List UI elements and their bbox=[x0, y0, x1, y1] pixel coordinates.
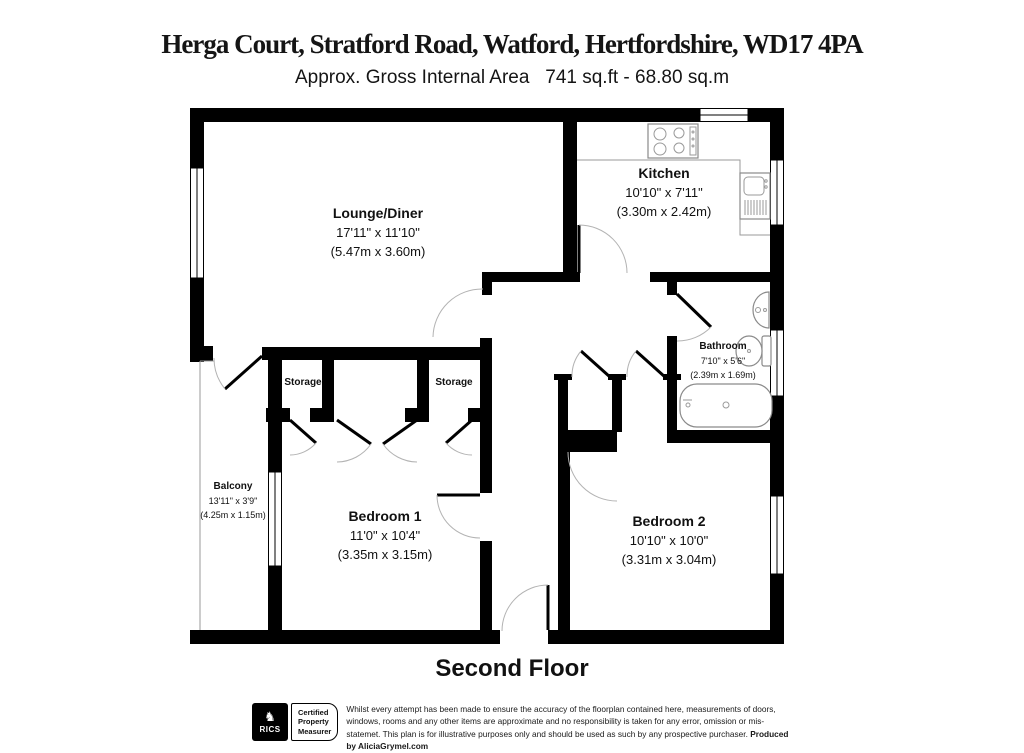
room-label-storage-2: Storage bbox=[435, 377, 473, 388]
doors bbox=[214, 225, 711, 631]
sink-icon bbox=[740, 173, 770, 219]
room-name: Bedroom 1 bbox=[348, 508, 422, 524]
window bbox=[191, 168, 204, 278]
room-name: Kitchen bbox=[638, 165, 690, 181]
door-leaf bbox=[581, 351, 610, 377]
room-label-lounge bbox=[331, 204, 426, 261]
badge-line: Property bbox=[298, 717, 329, 727]
window bbox=[771, 160, 784, 225]
door-arc bbox=[337, 444, 371, 462]
room-dims-metric: (3.35m x 3.15m) bbox=[337, 547, 433, 562]
page-title: Herga Court, Stratford Road, Watford, Hertfordshire, WD17 4PA bbox=[161, 29, 863, 59]
rics-logo bbox=[252, 703, 288, 741]
badge-line: Measurer bbox=[298, 726, 332, 736]
window bbox=[269, 472, 282, 566]
room-dims-metric: (3.31m x 3.04m) bbox=[621, 552, 717, 567]
door-leaf bbox=[290, 420, 316, 443]
room-label-balcony bbox=[200, 480, 266, 522]
room-label-storage-1: Storage bbox=[284, 377, 322, 388]
page-subtitle: Approx. Gross Internal Area 741 sq.ft - 68.80 sq.m bbox=[294, 67, 730, 88]
window bbox=[700, 109, 748, 122]
room-dims-imperial: 10'10" x 7'11" bbox=[625, 185, 703, 200]
door-arc bbox=[677, 327, 711, 341]
window bbox=[771, 330, 784, 396]
produced-by-text: Produced by AliciaGrymel.com bbox=[346, 728, 789, 752]
room-dims-imperial: 7'10" x 5'6" bbox=[700, 356, 746, 366]
room-label-bathroom bbox=[690, 340, 756, 382]
hob-icon bbox=[648, 124, 698, 158]
door-leaf bbox=[636, 351, 665, 377]
door-leaf bbox=[225, 356, 262, 389]
room-label-bedroom2 bbox=[622, 512, 717, 569]
door-arc bbox=[290, 443, 316, 455]
room-dims-imperial: 13'11" x 3'9" bbox=[208, 496, 258, 506]
room-dims-metric: (5.47m x 3.60m) bbox=[330, 244, 426, 259]
window bbox=[771, 496, 784, 574]
footer bbox=[252, 703, 794, 753]
disclaimer-text bbox=[346, 703, 794, 753]
room-dims-imperial: 10'10" x 10'0" bbox=[629, 533, 709, 548]
door-arc bbox=[383, 444, 417, 462]
door-arc bbox=[568, 452, 617, 501]
door-arc bbox=[572, 351, 581, 377]
door-arc bbox=[627, 351, 636, 377]
room-label-bedroom1 bbox=[338, 507, 433, 564]
room-dims-imperial: 17'11" x 11'10" bbox=[336, 225, 420, 240]
door-leaf bbox=[337, 420, 371, 444]
door-arc bbox=[214, 358, 225, 389]
room-dims-metric: (2.39m x 1.69m) bbox=[690, 370, 756, 380]
door-leaf bbox=[446, 420, 472, 443]
door-arc bbox=[437, 495, 480, 538]
room-name: Lounge/Diner bbox=[332, 205, 424, 221]
room-dims-imperial: 11'0" x 10'4" bbox=[349, 528, 421, 543]
bathtub-icon bbox=[680, 384, 772, 427]
certification-badge bbox=[291, 703, 338, 741]
room-name: Balcony bbox=[213, 481, 253, 492]
door-arc bbox=[446, 443, 472, 455]
room-name: Bedroom 2 bbox=[632, 513, 706, 529]
door-arc bbox=[579, 225, 627, 273]
door-arc bbox=[433, 289, 483, 337]
room-dims-metric: (3.30m x 2.42m) bbox=[616, 204, 712, 219]
badge-line: Certified bbox=[298, 707, 329, 717]
basin-icon bbox=[753, 292, 769, 328]
room-dims-metric: (4.25m x 1.15m) bbox=[200, 510, 266, 520]
room-label-kitchen bbox=[617, 164, 712, 221]
rics-brand-text: RICS bbox=[259, 724, 281, 734]
disclaimer-body: Whilst every attempt has been made to ensure the accuracy of the floorplan contained here, measurements of doors, windows, rooms and any other items are approximate and no responsibility is taken for any error, omission or mis-statemet. This plan is for illustrative purposes only and should be used as such by any prospective purchaser. bbox=[346, 704, 776, 739]
door-arc bbox=[502, 585, 548, 631]
door-leaf bbox=[383, 420, 417, 444]
floor-title: Second Floor bbox=[435, 655, 589, 682]
door-leaf bbox=[677, 294, 711, 327]
lion-crest-icon: ♞ bbox=[264, 709, 276, 725]
room-name: Bathroom bbox=[699, 341, 747, 352]
